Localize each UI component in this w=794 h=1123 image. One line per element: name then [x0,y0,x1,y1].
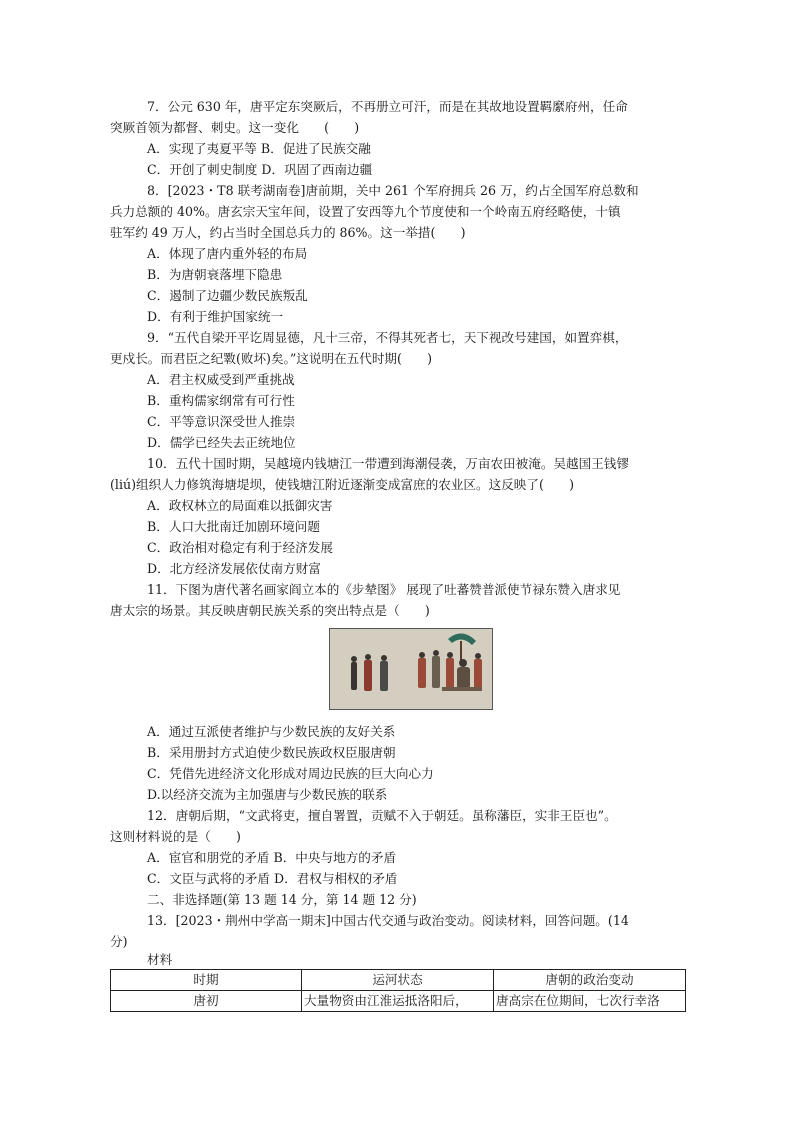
table-cell: 唐初 [111,991,302,1012]
table-cell: 唐高宗在位期间，七次行幸洛 [494,991,686,1012]
q10-option-a: A．政权林立的局面难以抵御灾害 [147,498,333,513]
painting-image [329,628,493,710]
q12-option-line: A．宦官和朋党的矛盾 B．中央与地方的矛盾 [147,850,397,865]
table-cell: 大量物资由江淮运抵洛阳后， [302,991,494,1012]
q9-option-c: C．平等意识深受世人推崇 [147,414,296,429]
material-table [110,969,686,1012]
material-label: 材料 [147,952,173,967]
q10-stem-line-1: 10．五代十国时期，吴越境内钱塘江一带遭到海潮侵袭，万亩农田被淹。吴越国王钱镠 [147,456,629,471]
q10-option-c: C．政治相对稳定有利于经济发展 [147,540,333,555]
q12-stem-line-1: 12．唐朝后期，“文武将吏，擅自署置，贡赋不入于朝廷。虽称藩臣，实非王臣也”。 [147,808,617,823]
q10-stem-line-2: (liú)组织人力修筑海塘堤坝，使钱塘江附近逐渐变成富庶的农业区。这反映了( ) [110,477,575,492]
table-header-cell: 运河状态 [302,970,494,991]
q12-stem-line-2: 这则材料说的是（ ) [110,829,241,844]
q7-stem-line-1: 7．公元 630 年，唐平定东突厥后，不再册立可汗，而是在其故地设置羁縻府州，任命 [147,99,628,114]
q11-stem-line-2: 唐太宗的场景。其反映唐朝民族关系的突出特点是（ ) [110,603,430,618]
q13-stem-line-1: 13．[2023・荆州中学高一期末]中国古代交通与政治变动。阅读材料，回答问题。(14 [147,913,629,928]
table-header-row [111,970,686,991]
q9-stem-line-1: 9．“五代自梁开平讫周显德，凡十三帝，不得其死者七，天下视改号建国，如置弈棋， [147,330,628,345]
q8-stem-line-1: 8．[2023・T8 联考湖南卷]唐前期，关中 261 个军府拥兵 26 万，约占全国军府总数和 [147,183,639,198]
q9-stem-line-2: 更戍长。而君臣之纪斁(败坏)矣。”这说明在五代时期( ) [110,351,433,366]
q7-option-line: C．开创了刺史制度 D．巩固了西南边疆 [147,162,373,177]
q13-stem-line-2: 分) [110,934,128,949]
table-header-cell: 唐朝的政治变动 [494,970,686,991]
painting-illustration [330,629,492,709]
q8-option-c: C．遏制了边疆少数民族叛乱 [147,288,308,303]
q8-option-a: A．体现了唐内重外轻的布局 [147,246,308,261]
section-heading: 二、非选择题(第 13 题 14 分，第 14 题 12 分) [147,892,417,907]
q7-stem-line-2: 突厥首领为都督、刺史。这一变化 ( ) [110,120,360,135]
q8-option-d: D．有利于维护国家统一 [147,309,284,324]
q11-stem-line-1: 11．下图为唐代著名画家阎立本的《步辇图》 展现了吐蕃赞普派使节禄东赞入唐求见 [147,582,621,597]
q10-option-d: D．北方经济发展依仗南方财富 [147,561,321,576]
q11-option-b: B．采用册封方式迫使少数民族政权臣服唐朝 [147,745,396,760]
q9-option-b: B．重构儒家纲常有可行性 [147,393,295,408]
q8-stem-line-2: 兵力总额的 40%。唐玄宗天宝年间，设置了安西等九个节度使和一个岭南五府经略使，十镇 [110,204,621,219]
table-header-cell: 时期 [111,970,302,991]
q11-option-a: A．通过互派使者维护与少数民族的友好关系 [147,724,396,739]
q10-option-b: B．人口大批南迁加剧环境问题 [147,519,320,534]
q11-option-d: D.以经济交流为主加强唐与少数民族的联系 [147,787,388,802]
q11-option-c: C．凭借先进经济文化形成对周边民族的巨大向心力 [147,766,434,781]
q7-option-line: A．实现了夷夏平等 B．促进了民族交融 [147,141,371,156]
q12-option-line: C．文臣与武将的矛盾 D．君权与相权的矛盾 [147,871,398,886]
q9-option-d: D．儒学已经失去正统地位 [147,435,296,450]
q9-option-a: A．君主权威受到严重挑战 [147,372,295,387]
q8-stem-line-3: 驻军约 49 万人，约占当时全国总兵力的 86%。这一举措( ) [110,225,466,240]
table-row [111,991,686,1012]
q8-option-b: B．为唐朝衰落埋下隐患 [147,267,283,282]
